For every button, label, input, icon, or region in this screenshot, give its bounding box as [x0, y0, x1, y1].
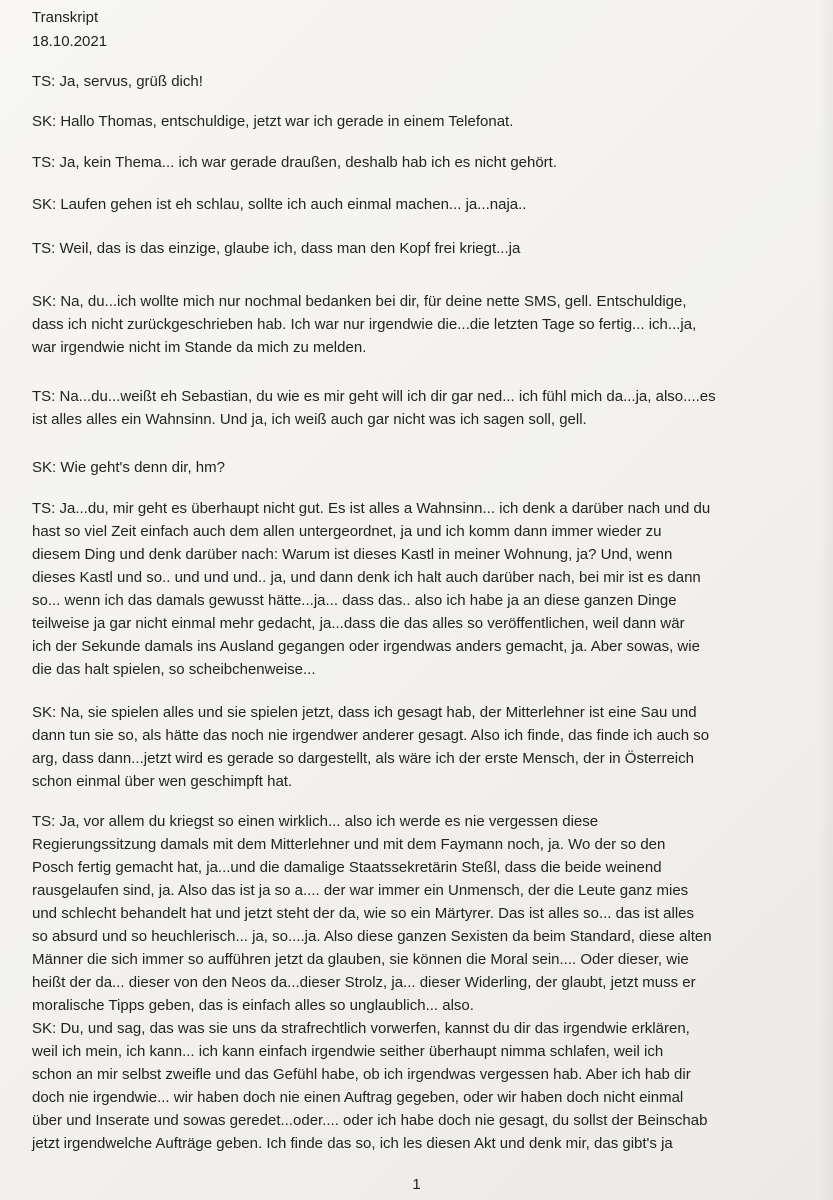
transcript-line: SK: Du, und sag, das was sie uns da strafrechtlich vorwerfen, kannst du dir das irgendwie erklären, [32, 1020, 690, 1037]
document-title: Transkript [32, 9, 99, 26]
transcript-line: so... wenn ich das damals gewusst hätte...ja... dass das.. also ich habe ja an diese ganzen Dinge [32, 592, 677, 609]
transcript-line: teilweise ja gar nicht einmal mehr gedacht, ja...dass die das alles so veröffentlichen, weil dann wär [32, 615, 685, 632]
transcript-line: heißt der da... dieser von den Neos da...dieser Strolz, ja... dieser Widerling, der glaubt, jetzt muss er [32, 974, 696, 991]
transcript-line: TS: Ja, servus, grüß dich! [32, 73, 203, 90]
transcript-line: doch nie irgendwie... wir haben doch nie einen Auftrag gegeben, oder wir haben doch nicht einmal [32, 1089, 684, 1106]
transcript-body [32, 6, 822, 1155]
transcript-paragraph [32, 110, 822, 133]
transcript-paragraph [32, 290, 822, 359]
transcript-line: TS: Ja, vor allem du kriegst so einen wirklich... also ich werde es nie vergessen diese [32, 813, 599, 830]
transcript-line: und schlecht behandelt hat und jetzt steht der da, wie so ein Märtyrer. Das ist alles so... das ist alles [32, 905, 695, 922]
transcript-line: diesem Ding und denk darüber nach: Warum ist dieses Kastl in meiner Wohnung, ja? Und, wenn [32, 546, 673, 563]
transcript-line: über und Inserate und sowas geredet...oder.... oder ich habe doch nie gesagt, du sollst der Beinschab [32, 1112, 708, 1129]
transcript-line: dieses Kastl und so.. und und und.. ja, und dann denk ich halt auch darüber nach, bei mir ist es dann [32, 569, 701, 586]
transcript-line: Regierungssitzung damals mit dem Mitterlehner und mit dem Faymann noch, ja. Wo der so den [32, 836, 666, 853]
page-number: 1 [412, 1176, 421, 1193]
transcript-line: dass ich nicht zurückgeschrieben hab. Ich war nur irgendwie die...die letzten Tage so fertig... ich...ja, [32, 316, 697, 333]
transcript-line: schon an mir selbst zweifle und das Gefühl habe, ob ich irgendwas vergessen hab. Aber ich hab dir [32, 1066, 691, 1083]
transcript-line: TS: Na...du...weißt eh Sebastian, du wie es mir geht will ich dir gar ned... ich fühl mich da...ja, also....es [32, 388, 716, 405]
transcript-line: weil ich mein, ich kann... ich kann einfach irgendwie seither überhaupt nimma schlafen, weil ich [32, 1043, 664, 1060]
transcript-line: war irgendwie nicht im Stande da mich zu melden. [32, 339, 367, 356]
transcript-line: SK: Wie geht's denn dir, hm? [32, 459, 225, 476]
transcript-paragraph [32, 456, 822, 479]
transcript-line: SK: Hallo Thomas, entschuldige, jetzt war ich gerade in einem Telefonat. [32, 113, 514, 130]
transcript-paragraph [32, 1017, 822, 1155]
transcript-line: schon einmal über wen geschimpft hat. [32, 773, 293, 790]
transcript-line: ich der Sekunde damals ins Ausland gegangen oder irgendwas anders gemacht, ja. Aber sowas, wie [32, 638, 700, 655]
transcript-paragraph [32, 193, 822, 216]
transcript-line: TS: Weil, das is das einzige, glaube ich, dass man den Kopf frei kriegt...ja [32, 240, 521, 257]
transcript-line: SK: Laufen gehen ist eh schlau, sollte ich auch einmal machen... ja...naja.. [32, 196, 527, 213]
transcript-line: TS: Ja, kein Thema... ich war gerade draußen, deshalb hab ich es nicht gehört. [32, 154, 558, 171]
transcript-paragraph [32, 70, 822, 93]
transcript-paragraph [32, 701, 822, 793]
transcript-line: moralische Tipps geben, das is einfach alles so unglaublich... also. [32, 997, 474, 1014]
transcript-paragraph [32, 237, 822, 260]
transcript-paragraph [32, 497, 822, 681]
transcript-line: ist alles alles ein Wahnsinn. Und ja, ich weiß auch gar nicht was ich sagen soll, gell. [32, 411, 587, 428]
transcript-paragraph [32, 385, 822, 431]
transcript-paragraph [32, 810, 822, 1017]
transcript-line: dann tun sie so, als hätte das noch nie irgendwer anderer gesagt. Also ich finde, das finde ich auch so [32, 727, 710, 744]
transcript-line: hast so viel Zeit einfach auch dem allen untergeordnet, ja und ich komm dann immer wieder zu [32, 523, 662, 540]
transcript-line: arg, dass dann...jetzt wird es gerade so dargestellt, als wäre ich der erste Mensch, der in Österreich [32, 750, 694, 767]
document-date: 18.10.2021 [32, 33, 108, 50]
transcript-line: jetzt irgendwelche Aufträge geben. Ich finde das so, ich les diesen Akt und denk mir, das gibt's ja [32, 1135, 673, 1152]
transcript-line: TS: Ja...du, mir geht es überhaupt nicht gut. Es ist alles a Wahnsinn... ich denk a darüber nach und du [32, 500, 711, 517]
transcript-line: rausgelaufen sind, ja. Also das ist ja so a.... der war immer ein Unmensch, der die Leute ganz mies [32, 882, 689, 899]
transcript-paragraphs [32, 70, 822, 1155]
transcript-line: die das halt spielen, so scheibchenweise... [32, 661, 316, 678]
transcript-line: so absurd und so heuchlerisch... ja, so....ja. Also diese ganzen Sexisten da beim Standard, diese alten [32, 928, 712, 945]
transcript-line: SK: Na, du...ich wollte mich nur nochmal bedanken bei dir, für deine nette SMS, gell. Entschuldige, [32, 293, 687, 310]
transcript-line: Männer die sich immer so aufführen jetzt da glauben, sie können die Moral sein.... Oder dieser, wie [32, 951, 689, 968]
transcript-paragraph [32, 151, 822, 174]
transcript-line: SK: Na, sie spielen alles und sie spielen jetzt, dass ich gesagt hab, der Mitterlehner ist eine Sau und [32, 704, 697, 721]
transcript-line: Posch fertig gemacht hat, ja...und die damalige Staatssekretärin Steßl, dass die beide weinend [32, 859, 662, 876]
